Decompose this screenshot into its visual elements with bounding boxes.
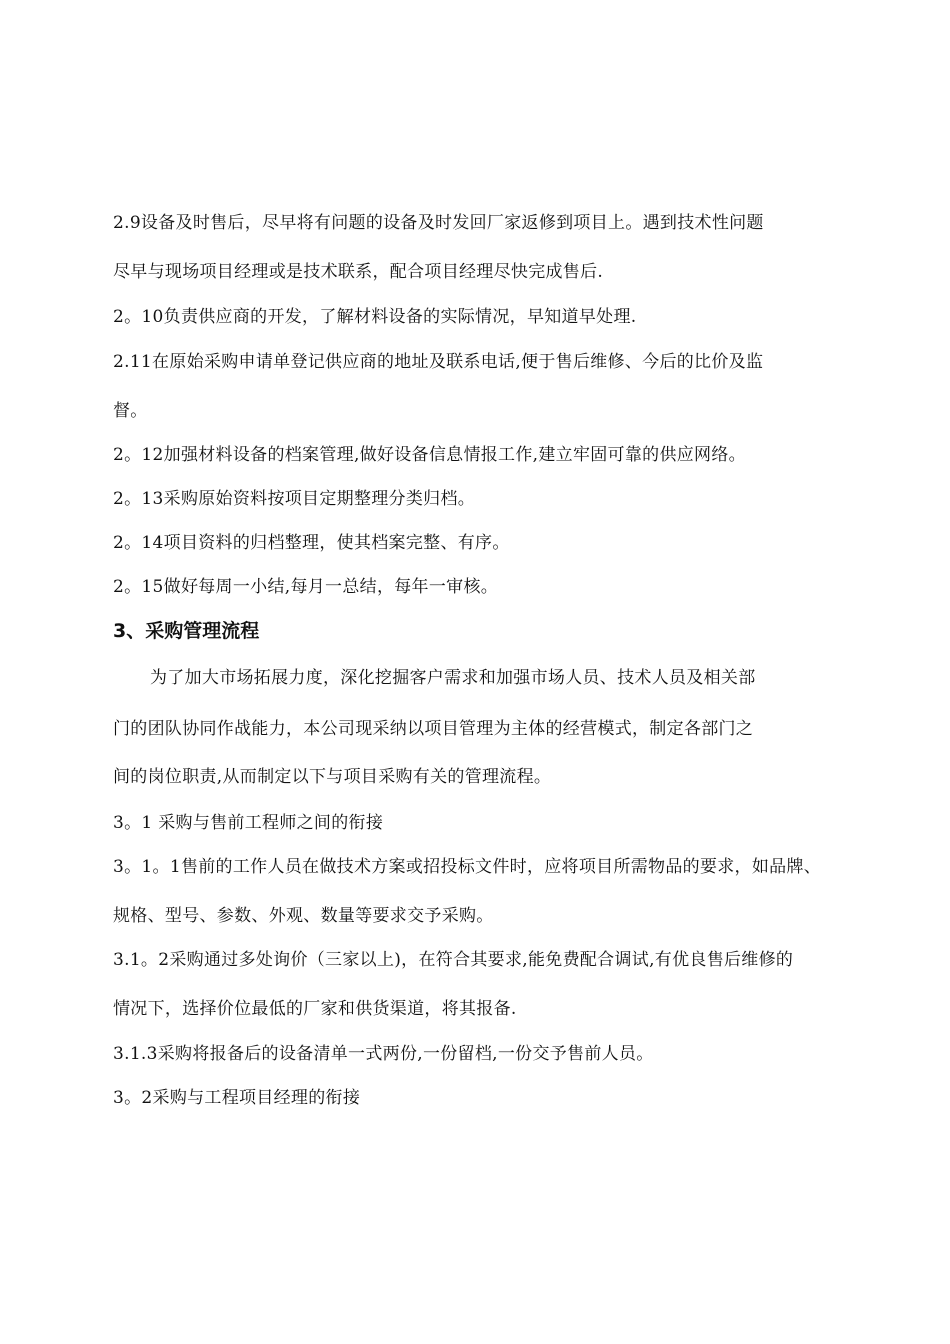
intro-line-2: 门的团队协同作战能力，本公司现采纳以项目管理为主体的经营模式，制定各部门之 — [113, 719, 754, 739]
intro-line-3: 间的岗位职责,从而制定以下与项目采购有关的管理流程。 — [113, 767, 552, 787]
item-3-1-2-line-2: 情况下，选择价位最低的厂家和供货渠道，将其报备. — [113, 999, 517, 1019]
item-3-2: 3。2采购与工程项目经理的衔接 — [113, 1088, 361, 1108]
item-3-1-2-line-1: 3.1。2采购通过多处询价（三家以上)，在符合其要求,能免费配合调试,有优良售后维修的 — [113, 950, 794, 970]
item-3-1: 3。1 采购与售前工程师之间的衔接 — [113, 813, 384, 833]
paragraph-2-10: 2。10负责供应商的开发，了解材料设备的实际情况，早知道早处理. — [113, 307, 637, 327]
paragraph-2-12: 2。12加强材料设备的档案管理,做好设备信息情报工作,建立牢固可靠的供应网络。 — [113, 445, 746, 465]
paragraph-2-9-line-2: 尽早与现场项目经理或是技术联系，配合项目经理尽快完成售后. — [113, 262, 604, 282]
paragraph-2-13: 2。13采购原始资料按项目定期整理分类归档。 — [113, 489, 476, 509]
item-3-1-3: 3.1.3采购将报备后的设备清单一式两份,一份留档,一份交予售前人员。 — [113, 1044, 654, 1064]
paragraph-2-14: 2。14项目资料的归档整理，使其档案完整、有序。 — [113, 533, 510, 553]
paragraph-2-9-line-1: 2.9设备及时售后，尽早将有问题的设备及时发回厂家返修到项目上。遇到技术性问题 — [113, 213, 764, 233]
paragraph-2-11-line-2: 督。 — [113, 401, 148, 421]
intro-line-1: 为了加大市场拓展力度，深化挖掘客户需求和加强市场人员、技术人员及相关部 — [150, 668, 756, 688]
paragraph-2-15: 2。15做好每周一小结,每月一总结，每年一审核。 — [113, 577, 499, 597]
paragraph-2-11-line-1: 2.11在原始采购申请单登记供应商的地址及联系电话,便于售后维修、今后的比价及监 — [113, 352, 764, 372]
item-3-1-1-line-2: 规格、型号、参数、外观、数量等要求交予采购。 — [113, 906, 494, 926]
item-3-1-1-line-1: 3。1。1售前的工作人员在做技术方案或招投标文件时，应将项目所需物品的要求，如品牌、 — [113, 857, 822, 877]
section-3-heading: 3、采购管理流程 — [113, 620, 260, 642]
